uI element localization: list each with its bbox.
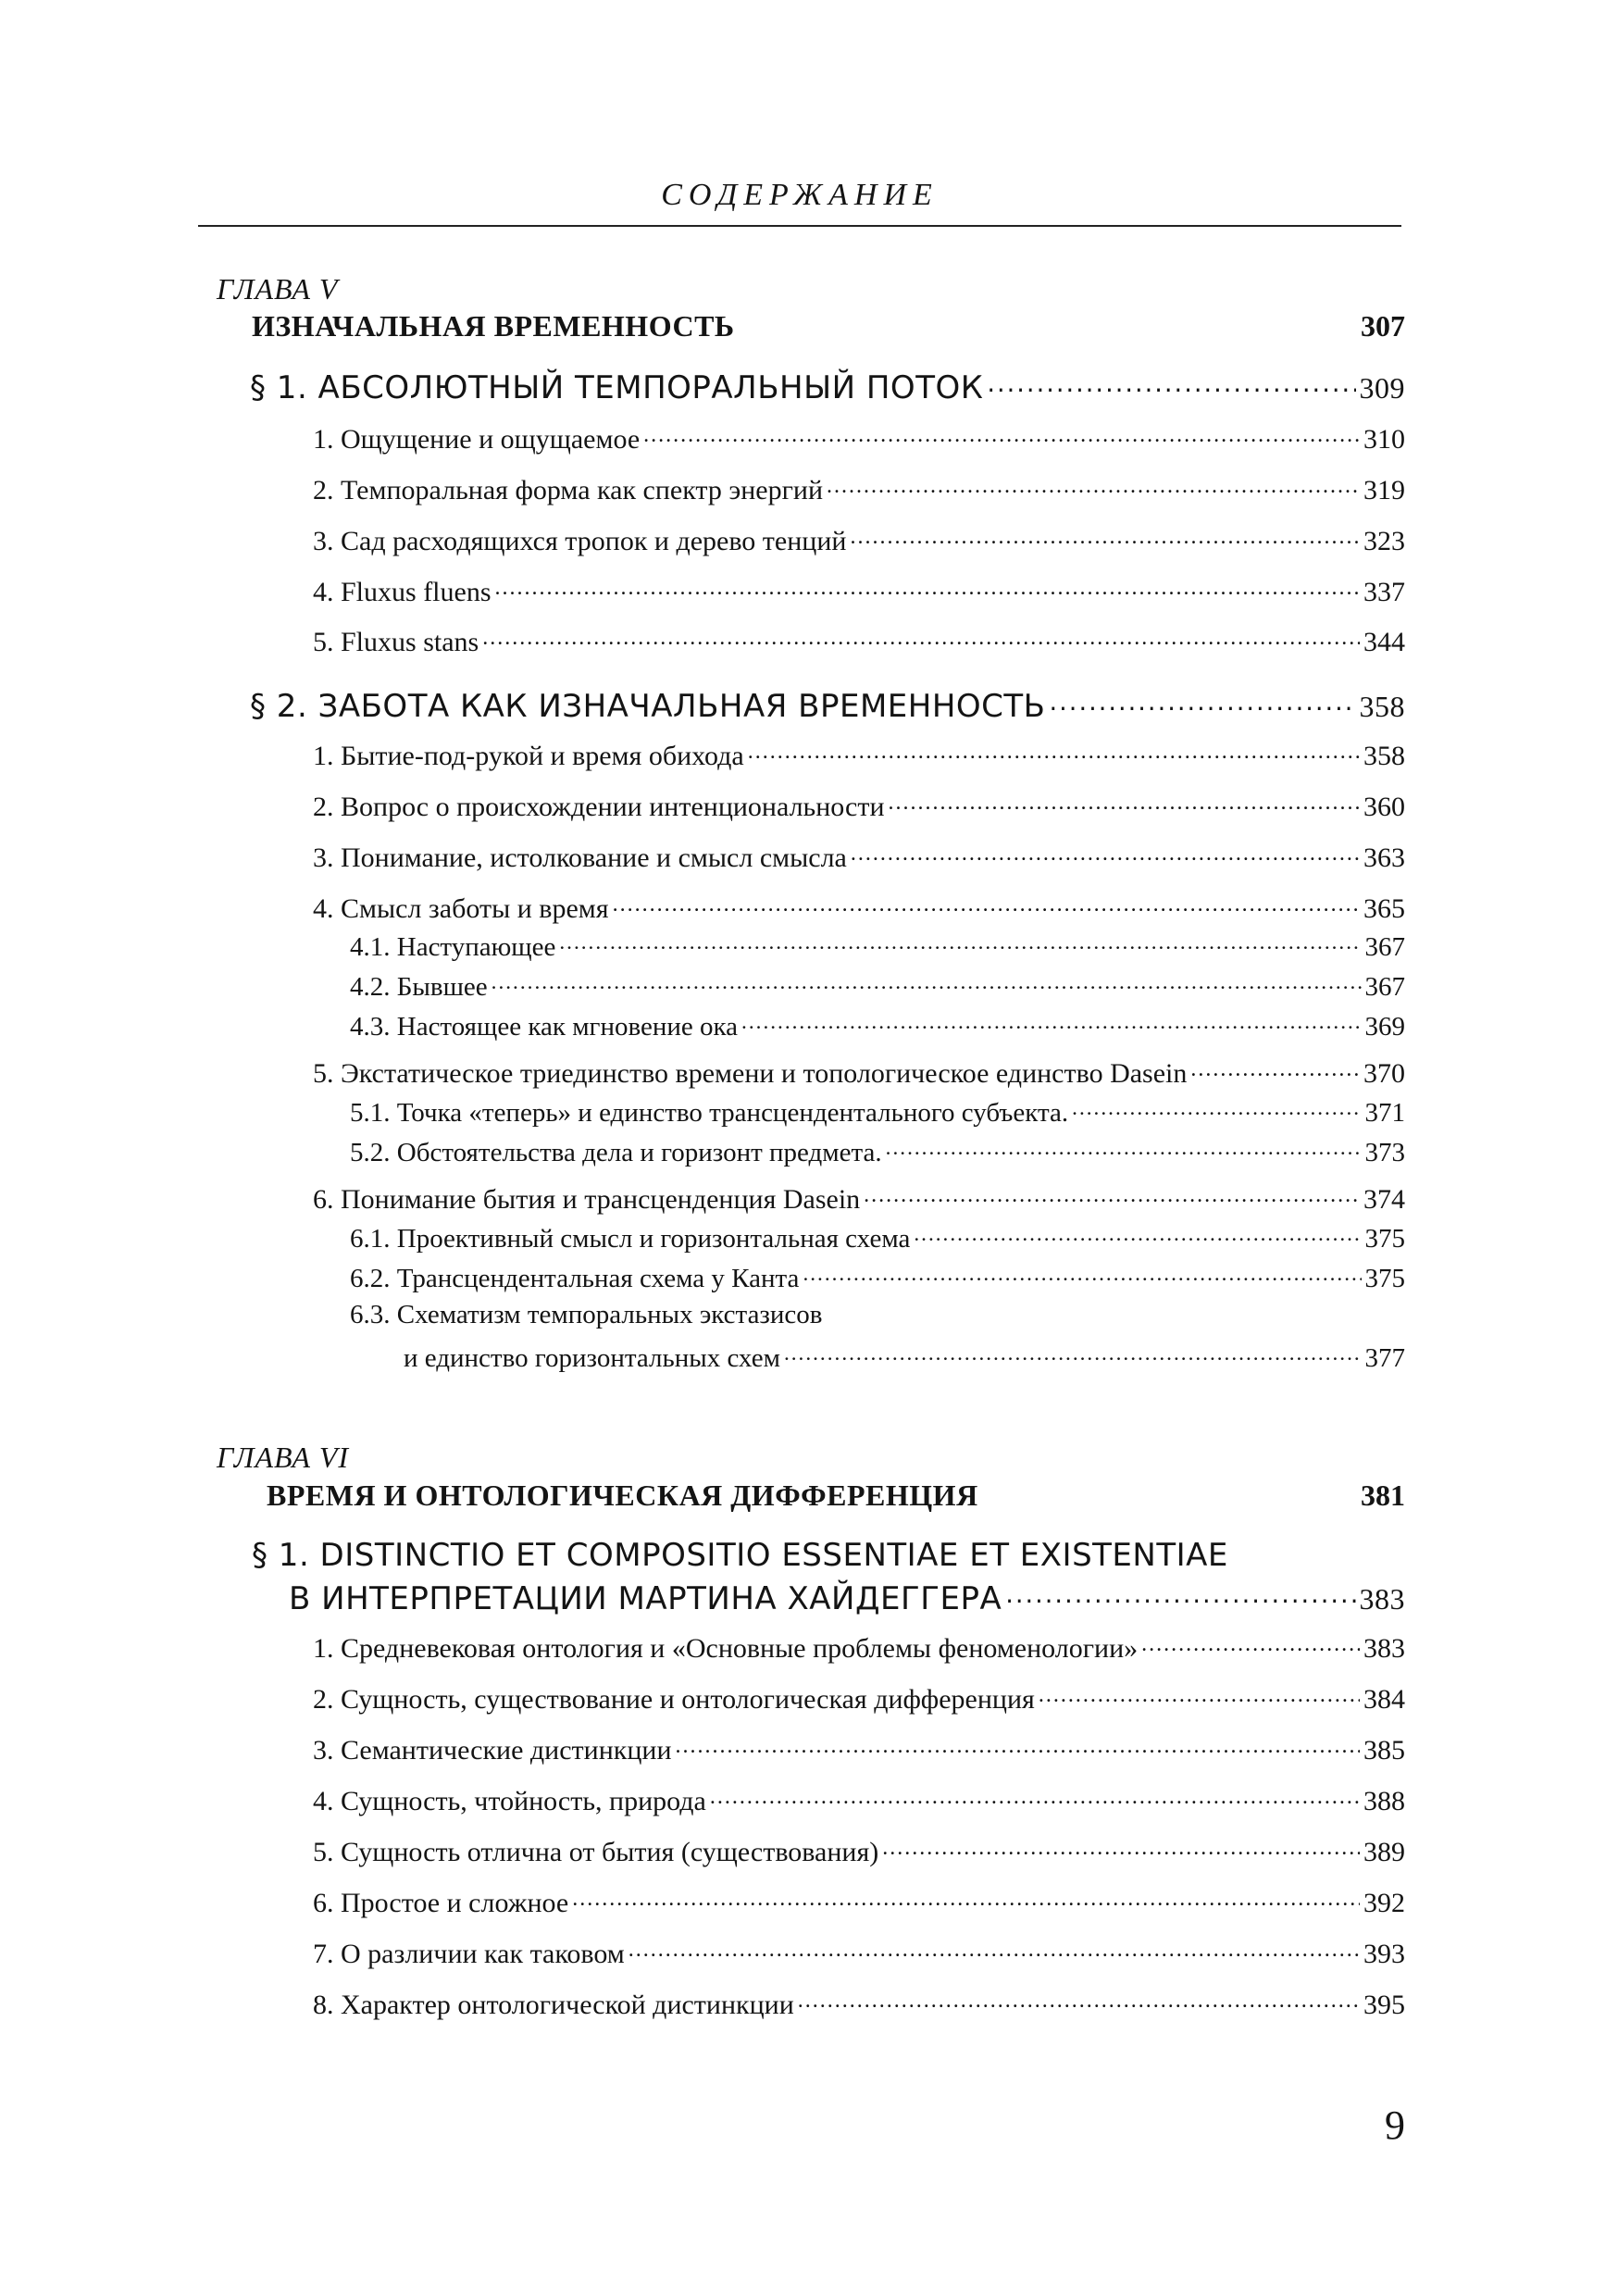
toc-section[interactable] [250,367,1405,406]
toc-subitem[interactable] [350,968,1405,1003]
toc-item[interactable] [313,737,1405,772]
toc-item-title: 4.2. Бывшее [350,972,488,1002]
chapter-title: ВРЕМЯ И ОНТОЛОГИЧЕСКАЯ ДИФФЕРЕНЦИЯ [267,1479,978,1512]
toc-item-title: 4. Смысл заботы и время [313,893,609,924]
toc-item-title: и единство горизонтальных схем [404,1343,780,1373]
chapter-page: 307 [1361,309,1405,343]
dot-leader [1050,685,1356,717]
toc-item-title: 5. Fluxus stans [313,627,479,657]
toc-page-number: 375 [1364,1224,1405,1254]
toc-item-title: 1. Ощущение и ощущаемое [313,424,641,455]
toc-item[interactable] [313,623,1405,658]
toc-item[interactable] [313,1054,1405,1090]
dot-leader [784,1340,1362,1366]
toc-item[interactable] [313,1782,1405,1817]
dot-leader [710,1782,1360,1810]
toc-item[interactable] [313,420,1405,455]
toc-item-title: 4.1. Наступающее [350,932,556,962]
toc-page-number: 319 [1363,475,1405,505]
dot-leader [850,522,1360,550]
toc-subitem[interactable] [350,1008,1405,1042]
toc-page-number: 383 [1359,1582,1405,1616]
toc-item-title: 6. Простое и сложное [313,1888,569,1918]
toc-section-line1: § 1. DISTINCTIO ET COMPOSITIO ESSENTIAE ET EXISTENTIAE [252,1537,1228,1574]
chapter-title: ИЗНАЧАЛЬНАЯ ВРЕМЕННОСТЬ [252,309,735,343]
dot-leader [495,573,1360,601]
toc-item-title: 5.2. Обстоятельства дела и горизонт предмета. [350,1138,882,1167]
toc-item-title: 5. Сущность отлична от бытия (существования) [313,1837,879,1867]
toc-page-number: 367 [1364,972,1405,1002]
toc-page-number: 323 [1363,526,1405,556]
dot-leader [987,367,1355,398]
toc-item[interactable] [313,1629,1405,1665]
toc-page-number: 374 [1363,1184,1405,1215]
header-rule [198,225,1401,227]
toc-page-number: 367 [1364,932,1405,962]
dot-leader [613,890,1360,917]
toc-item-title: 4. Сущность, чтойность, природа [313,1786,706,1816]
dot-leader [882,1833,1360,1861]
toc-item-title: 6. Понимание бытия и трансценденция Dasein [313,1184,861,1215]
toc-page-number: 389 [1363,1837,1405,1867]
toc-item[interactable] [313,1986,1405,2021]
toc-page-number: 360 [1363,792,1405,822]
toc-page-number: 310 [1363,424,1405,455]
toc-page-number: 371 [1364,1098,1405,1128]
dot-leader [914,1220,1361,1247]
toc-page-number: 377 [1364,1343,1405,1373]
dot-leader [559,929,1361,955]
toc-item-title: 8. Характер онтологической дистинкции [313,1990,794,2020]
toc-page-number: 384 [1363,1684,1405,1715]
toc-subitem[interactable] [350,1220,1405,1254]
toc-item-title: 2. Вопрос о происхождении интенциональности [313,792,885,822]
toc-item-title: 7. О различии как таковом [313,1939,625,1969]
toc-page-number: 388 [1363,1786,1405,1816]
dot-leader [629,1935,1360,1963]
toc-item-title: 4.3. Настоящее как мгновение ока [350,1012,739,1042]
toc-item[interactable] [313,573,1405,608]
dot-leader [1141,1629,1360,1657]
dot-leader [851,839,1360,867]
dot-leader [1039,1680,1360,1708]
toc-item-title: 2. Сущность, существование и онтологическая дифференция [313,1684,1035,1715]
toc-page-number: 365 [1363,893,1405,924]
dot-leader [676,1731,1360,1759]
toc-page-number: 393 [1363,1939,1405,1969]
toc-subitem[interactable] [350,1094,1405,1129]
page-number: 9 [1385,2103,1405,2148]
running-head: СОДЕРЖАНИЕ [661,178,939,212]
toc-section[interactable] [289,1578,1405,1617]
dot-leader [572,1884,1360,1912]
toc-page-number: 383 [1363,1633,1405,1664]
dot-leader [748,737,1360,765]
toc-section-title: § 1. АБСОЛЮТНЫЙ ТЕМПОРАЛЬНЫЙ ПОТОК [250,369,984,406]
dot-leader [827,471,1360,499]
toc-item[interactable] [313,471,1405,506]
dot-leader [889,788,1360,816]
toc-item-title: 5.1. Точка «теперь» и единство трансцендентального субъекта. [350,1098,1069,1128]
toc-page-number: 358 [1363,741,1405,771]
toc-subitem[interactable] [350,929,1405,963]
toc-item[interactable] [313,1833,1405,1868]
dot-leader [798,1986,1360,2014]
dot-leader [1072,1094,1361,1121]
toc-section-title: § 2. ЗАБОТА КАК ИЗНАЧАЛЬНАЯ ВРЕМЕННОСТЬ [250,688,1046,725]
toc-page-number: 358 [1359,690,1405,723]
toc-page-number: 344 [1363,627,1405,657]
dot-leader [803,1260,1361,1287]
toc-item-title: 3. Сад расходящихся тропок и дерево тенций [313,526,847,556]
toc-page-number: 395 [1363,1990,1405,2020]
chapter-page: 381 [1361,1479,1405,1512]
toc-page-number: 370 [1363,1058,1405,1089]
toc-item-title: 6.2. Трансцендентальная схема у Канта [350,1264,800,1293]
toc-item[interactable] [313,839,1405,874]
toc-item[interactable] [313,1680,1405,1716]
toc-section[interactable] [250,685,1405,725]
dot-leader [741,1008,1361,1035]
dot-leader [1190,1054,1360,1082]
toc-page-number: 363 [1363,842,1405,873]
chapter-label: ГЛАВА VI [217,1441,350,1474]
toc-item[interactable] [313,1731,1405,1766]
toc-page-number: 369 [1364,1012,1405,1042]
toc-item[interactable] [313,1935,1405,1970]
dot-leader [886,1134,1362,1161]
toc-subitem[interactable] [404,1340,1405,1374]
dot-leader [1005,1578,1355,1609]
toc-item-title: 6.1. Проективный смысл и горизонтальная схема [350,1224,911,1254]
dot-leader [643,420,1360,448]
toc-page-number: 375 [1364,1264,1405,1293]
toc-item-title: 1. Средневековая онтология и «Основные проблемы феноменологии» [313,1633,1139,1664]
toc-page-number: 337 [1363,577,1405,607]
chapter-label: ГЛАВА V [217,272,339,306]
toc-subitem[interactable] [350,1260,1405,1294]
toc-item-title: 1. Бытие-под-рукой и время обихода [313,741,744,771]
toc-item[interactable] [313,522,1405,557]
toc-page-number: 373 [1364,1138,1405,1167]
dot-leader [482,623,1360,651]
toc-item-title: 4. Fluxus fluens [313,577,492,607]
toc-item-title: 3. Понимание, истолкование и смысл смысла [313,842,847,873]
toc-subitem[interactable] [350,1134,1405,1168]
toc-item[interactable] [313,890,1405,925]
toc-item[interactable] [313,788,1405,823]
toc-item-title: 3. Семантические дистинкции [313,1735,672,1766]
toc-item[interactable] [313,1180,1405,1216]
toc-page-number: 309 [1359,371,1405,405]
dot-leader [492,968,1362,995]
toc-page-number: 385 [1363,1735,1405,1766]
toc-page-number: 392 [1363,1888,1405,1918]
dot-leader [864,1180,1360,1208]
toc-section-title: В ИНТЕРПРЕТАЦИИ МАРТИНА ХАЙДЕГГЕРА [289,1580,1002,1617]
toc-subitem-line1: 6.3. Схематизм темпоральных экстазисов [350,1300,823,1329]
toc-item[interactable] [313,1884,1405,1919]
toc-item-title: 5. Экстатическое триединство времени и топологическое единство Dasein [313,1058,1188,1089]
toc-item-title: 2. Темпоральная форма как спектр энергий [313,475,824,505]
